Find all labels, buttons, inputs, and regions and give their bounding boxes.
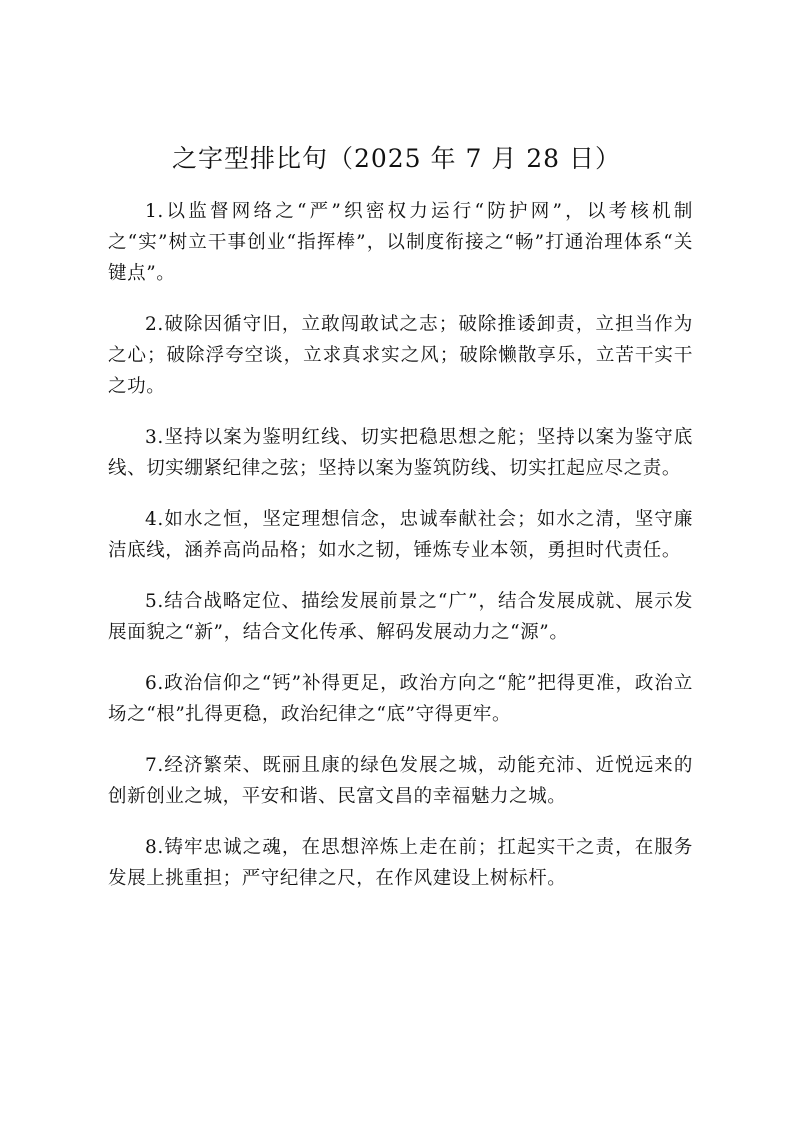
paragraph-3: 3.坚持以案为鉴明红线、切实把稳思想之舵；坚持以案为鉴守底线、切实绷紧纪律之弦；坚持以案为鉴筑防线、切实扛起应尽之责。	[108, 427, 693, 479]
document-body	[108, 196, 693, 914]
paragraph-8: 8.铸牢忠诚之魂，在思想淬炼上走在前；扛起实干之责，在服务发展上挑重担；严守纪律之尺，在作风建设上树标杆。	[108, 837, 693, 889]
paragraph-2: 2.破除因循守旧，立敢闯敢试之志；破除推诿卸责，立担当作为之心；破除浮夸空谈，立求真求实之风；破除懒散享乐，立苦干实干之功。	[108, 314, 693, 397]
paragraph-7: 7.经济繁荣、既丽且康的绿色发展之城，动能充沛、近悦远来的创新创业之城，平安和谐、民富文昌的幸福魅力之城。	[108, 755, 693, 807]
document-title: 之字型排比句（2025 年 7 月 28 日）	[171, 144, 622, 173]
paragraph-1: 1.以监督网络之“严”织密权力运行“防护网”，以考核机制之“实”树立干事创业“指挥棒”，以制度衔接之“畅”打通治理体系“关键点”。	[108, 201, 693, 284]
paragraph-6: 6.政治信仰之“钙”补得更足，政治方向之“舵”把得更准，政治立场之“根”扎得更稳，政治纪律之“底”守得更牢。	[108, 673, 693, 725]
paragraph-5: 5.结合战略定位、描绘发展前景之“广”，结合发展成就、展示发展面貌之“新”，结合文化传承、解码发展动力之“源”。	[108, 591, 693, 643]
paragraph-4: 4.如水之恒，坚定理想信念，忠诚奉献社会；如水之清，坚守廉洁底线，涵养高尚品格；如水之韧，锤炼专业本领，勇担时代责任。	[108, 509, 693, 561]
